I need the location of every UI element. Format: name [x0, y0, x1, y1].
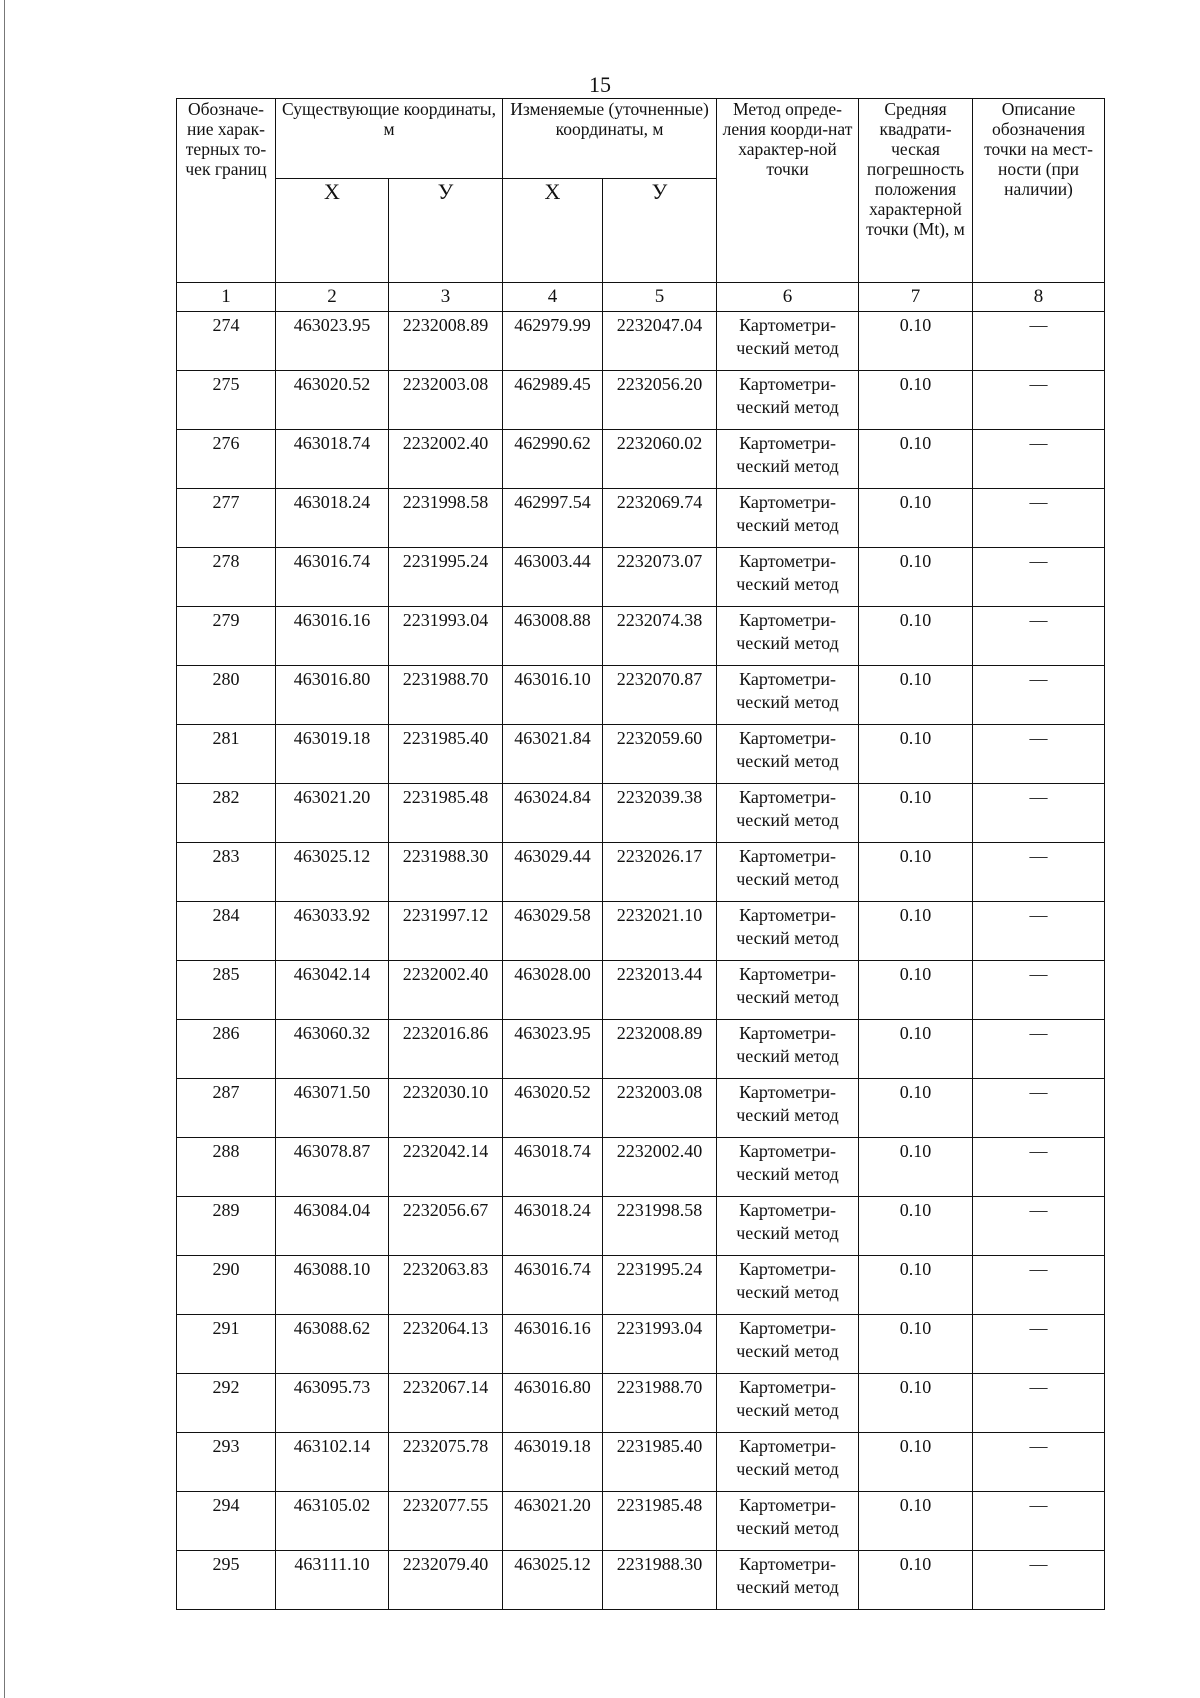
changed-x-cell: 463008.88 [503, 607, 603, 666]
changed-y-cell: 2232039.38 [603, 784, 717, 843]
description-cell: — [973, 1433, 1105, 1492]
method-cell: Картометри-ческий метод [717, 607, 859, 666]
column-number: 8 [973, 283, 1105, 312]
existing-y-cell: 2231997.12 [389, 902, 503, 961]
description-cell: — [973, 1492, 1105, 1551]
point-cell: 295 [177, 1551, 276, 1610]
accuracy-cell: 0.10 [859, 371, 973, 430]
description-cell: — [973, 1374, 1105, 1433]
changed-y-cell: 2231993.04 [603, 1315, 717, 1374]
point-cell: 287 [177, 1079, 276, 1138]
accuracy-cell: 0.10 [859, 843, 973, 902]
header-accuracy: Средняя квадрати-ческая погрешность положения характерной точки (Mt), м [859, 99, 973, 283]
table-row [177, 1492, 1105, 1551]
existing-x-cell: 463033.92 [276, 902, 389, 961]
point-cell: 293 [177, 1433, 276, 1492]
existing-x-cell: 463021.20 [276, 784, 389, 843]
header-existing-y: У [389, 179, 503, 283]
existing-x-cell: 463078.87 [276, 1138, 389, 1197]
existing-y-cell: 2231995.24 [389, 548, 503, 607]
changed-x-cell: 463029.58 [503, 902, 603, 961]
accuracy-cell: 0.10 [859, 1020, 973, 1079]
coordinates-table [176, 98, 1105, 1610]
accuracy-cell: 0.10 [859, 1138, 973, 1197]
column-number: 7 [859, 283, 973, 312]
point-cell: 290 [177, 1256, 276, 1315]
point-cell: 292 [177, 1374, 276, 1433]
existing-x-cell: 463088.10 [276, 1256, 389, 1315]
description-cell: — [973, 1020, 1105, 1079]
method-cell: Картометри-ческий метод [717, 843, 859, 902]
existing-y-cell: 2232075.78 [389, 1433, 503, 1492]
description-cell: — [973, 1551, 1105, 1610]
changed-y-cell: 2232026.17 [603, 843, 717, 902]
header-changed-coords: Изменяемые (уточненные) координаты, м [503, 99, 717, 179]
method-cell: Картометри-ческий метод [717, 1492, 859, 1551]
method-cell: Картометри-ческий метод [717, 489, 859, 548]
changed-x-cell: 463016.74 [503, 1256, 603, 1315]
table-row [177, 666, 1105, 725]
changed-y-cell: 2231988.70 [603, 1374, 717, 1433]
table-row [177, 725, 1105, 784]
point-cell: 275 [177, 371, 276, 430]
header-description: Описание обозначения точки на мест-ности (при наличии) [973, 99, 1105, 283]
accuracy-cell: 0.10 [859, 1197, 973, 1256]
changed-x-cell: 463023.95 [503, 1020, 603, 1079]
existing-x-cell: 463023.95 [276, 312, 389, 371]
existing-y-cell: 2232002.40 [389, 430, 503, 489]
existing-y-cell: 2232042.14 [389, 1138, 503, 1197]
changed-x-cell: 462979.99 [503, 312, 603, 371]
table-row [177, 312, 1105, 371]
existing-x-cell: 463016.74 [276, 548, 389, 607]
point-cell: 283 [177, 843, 276, 902]
accuracy-cell: 0.10 [859, 784, 973, 843]
point-cell: 284 [177, 902, 276, 961]
point-cell: 280 [177, 666, 276, 725]
changed-y-cell: 2232074.38 [603, 607, 717, 666]
method-cell: Картометри-ческий метод [717, 548, 859, 607]
table-row [177, 961, 1105, 1020]
existing-x-cell: 463018.24 [276, 489, 389, 548]
method-cell: Картометри-ческий метод [717, 430, 859, 489]
changed-x-cell: 463021.84 [503, 725, 603, 784]
point-cell: 278 [177, 548, 276, 607]
changed-x-cell: 463016.80 [503, 1374, 603, 1433]
table-row [177, 1079, 1105, 1138]
table-row [177, 1315, 1105, 1374]
method-cell: Картометри-ческий метод [717, 1433, 859, 1492]
changed-x-cell: 462989.45 [503, 371, 603, 430]
changed-x-cell: 462990.62 [503, 430, 603, 489]
description-cell: — [973, 666, 1105, 725]
changed-x-cell: 463024.84 [503, 784, 603, 843]
accuracy-cell: 0.10 [859, 725, 973, 784]
point-cell: 289 [177, 1197, 276, 1256]
description-cell: — [973, 489, 1105, 548]
description-cell: — [973, 843, 1105, 902]
existing-x-cell: 463018.74 [276, 430, 389, 489]
header-changed-x: X [503, 179, 603, 283]
method-cell: Картометри-ческий метод [717, 1256, 859, 1315]
description-cell: — [973, 371, 1105, 430]
table-row [177, 371, 1105, 430]
table-row [177, 1433, 1105, 1492]
page-edge-line [4, 0, 5, 1698]
method-cell: Картометри-ческий метод [717, 902, 859, 961]
page-number: 15 [589, 72, 611, 97]
accuracy-cell: 0.10 [859, 1433, 973, 1492]
changed-y-cell: 2232047.04 [603, 312, 717, 371]
existing-y-cell: 2231988.30 [389, 843, 503, 902]
accuracy-cell: 0.10 [859, 961, 973, 1020]
changed-y-cell: 2232008.89 [603, 1020, 717, 1079]
changed-x-cell: 463003.44 [503, 548, 603, 607]
method-cell: Картометри-ческий метод [717, 666, 859, 725]
table-row [177, 607, 1105, 666]
changed-y-cell: 2232056.20 [603, 371, 717, 430]
table-row [177, 902, 1105, 961]
existing-y-cell: 2232063.83 [389, 1256, 503, 1315]
table-row [177, 1020, 1105, 1079]
table-body [177, 312, 1105, 1610]
changed-y-cell: 2231998.58 [603, 1197, 717, 1256]
changed-y-cell: 2232013.44 [603, 961, 717, 1020]
existing-x-cell: 463016.80 [276, 666, 389, 725]
changed-y-cell: 2231995.24 [603, 1256, 717, 1315]
description-cell: — [973, 548, 1105, 607]
accuracy-cell: 0.10 [859, 666, 973, 725]
method-cell: Картометри-ческий метод [717, 725, 859, 784]
method-cell: Картометри-ческий метод [717, 1138, 859, 1197]
table-row [177, 430, 1105, 489]
description-cell: — [973, 1079, 1105, 1138]
description-cell: — [973, 961, 1105, 1020]
existing-y-cell: 2232077.55 [389, 1492, 503, 1551]
description-cell: — [973, 312, 1105, 371]
existing-x-cell: 463102.14 [276, 1433, 389, 1492]
table-row [177, 1197, 1105, 1256]
header-existing-x: X [276, 179, 389, 283]
accuracy-cell: 0.10 [859, 430, 973, 489]
existing-x-cell: 463095.73 [276, 1374, 389, 1433]
changed-y-cell: 2232073.07 [603, 548, 717, 607]
accuracy-cell: 0.10 [859, 1374, 973, 1433]
changed-x-cell: 463020.52 [503, 1079, 603, 1138]
point-cell: 281 [177, 725, 276, 784]
existing-x-cell: 463020.52 [276, 371, 389, 430]
point-cell: 276 [177, 430, 276, 489]
table-row [177, 1374, 1105, 1433]
description-cell: — [973, 725, 1105, 784]
point-cell: 286 [177, 1020, 276, 1079]
existing-y-cell: 2232056.67 [389, 1197, 503, 1256]
column-number: 5 [603, 283, 717, 312]
header-method: Метод опреде-ления коорди-нат характер-ной точки [717, 99, 859, 283]
existing-y-cell: 2232016.86 [389, 1020, 503, 1079]
existing-x-cell: 463111.10 [276, 1551, 389, 1610]
changed-x-cell: 463028.00 [503, 961, 603, 1020]
existing-x-cell: 463060.32 [276, 1020, 389, 1079]
method-cell: Картометри-ческий метод [717, 1197, 859, 1256]
changed-y-cell: 2232059.60 [603, 725, 717, 784]
method-cell: Картометри-ческий метод [717, 1079, 859, 1138]
table-row [177, 548, 1105, 607]
accuracy-cell: 0.10 [859, 607, 973, 666]
existing-y-cell: 2232067.14 [389, 1374, 503, 1433]
accuracy-cell: 0.10 [859, 489, 973, 548]
table-row [177, 784, 1105, 843]
existing-y-cell: 2232003.08 [389, 371, 503, 430]
existing-x-cell: 463025.12 [276, 843, 389, 902]
header-existing-coords: Существующие координаты, м [276, 99, 503, 179]
column-number: 6 [717, 283, 859, 312]
accuracy-cell: 0.10 [859, 902, 973, 961]
table-row [177, 489, 1105, 548]
changed-y-cell: 2232070.87 [603, 666, 717, 725]
table-row [177, 1138, 1105, 1197]
existing-y-cell: 2232030.10 [389, 1079, 503, 1138]
changed-y-cell: 2231985.48 [603, 1492, 717, 1551]
description-cell: — [973, 1197, 1105, 1256]
existing-y-cell: 2231985.48 [389, 784, 503, 843]
changed-y-cell: 2231988.30 [603, 1551, 717, 1610]
description-cell: — [973, 430, 1105, 489]
existing-y-cell: 2232002.40 [389, 961, 503, 1020]
table-row [177, 1551, 1105, 1610]
column-number: 2 [276, 283, 389, 312]
point-cell: 285 [177, 961, 276, 1020]
existing-x-cell: 463105.02 [276, 1492, 389, 1551]
accuracy-cell: 0.10 [859, 548, 973, 607]
point-cell: 291 [177, 1315, 276, 1374]
point-cell: 274 [177, 312, 276, 371]
description-cell: — [973, 1256, 1105, 1315]
existing-x-cell: 463019.18 [276, 725, 389, 784]
table-row [177, 843, 1105, 902]
method-cell: Картометри-ческий метод [717, 1020, 859, 1079]
column-number: 4 [503, 283, 603, 312]
changed-x-cell: 463016.10 [503, 666, 603, 725]
description-cell: — [973, 784, 1105, 843]
existing-y-cell: 2232064.13 [389, 1315, 503, 1374]
method-cell: Картометри-ческий метод [717, 312, 859, 371]
point-cell: 279 [177, 607, 276, 666]
changed-x-cell: 463016.16 [503, 1315, 603, 1374]
changed-x-cell: 463025.12 [503, 1551, 603, 1610]
existing-x-cell: 463084.04 [276, 1197, 389, 1256]
changed-x-cell: 463018.74 [503, 1138, 603, 1197]
existing-y-cell: 2232008.89 [389, 312, 503, 371]
existing-x-cell: 463042.14 [276, 961, 389, 1020]
changed-y-cell: 2232060.02 [603, 430, 717, 489]
changed-y-cell: 2232003.08 [603, 1079, 717, 1138]
column-numbers-row [177, 283, 1105, 312]
existing-x-cell: 463088.62 [276, 1315, 389, 1374]
header-changed-y: У [603, 179, 717, 283]
point-cell: 288 [177, 1138, 276, 1197]
existing-y-cell: 2231993.04 [389, 607, 503, 666]
changed-x-cell: 463029.44 [503, 843, 603, 902]
column-number: 3 [389, 283, 503, 312]
changed-y-cell: 2231985.40 [603, 1433, 717, 1492]
changed-x-cell: 463019.18 [503, 1433, 603, 1492]
changed-y-cell: 2232021.10 [603, 902, 717, 961]
method-cell: Картометри-ческий метод [717, 961, 859, 1020]
method-cell: Картометри-ческий метод [717, 1315, 859, 1374]
existing-y-cell: 2231998.58 [389, 489, 503, 548]
point-cell: 277 [177, 489, 276, 548]
accuracy-cell: 0.10 [859, 1315, 973, 1374]
changed-x-cell: 463021.20 [503, 1492, 603, 1551]
existing-y-cell: 2231988.70 [389, 666, 503, 725]
method-cell: Картометри-ческий метод [717, 371, 859, 430]
accuracy-cell: 0.10 [859, 1492, 973, 1551]
point-cell: 282 [177, 784, 276, 843]
method-cell: Картометри-ческий метод [717, 1551, 859, 1610]
existing-y-cell: 2231985.40 [389, 725, 503, 784]
description-cell: — [973, 607, 1105, 666]
changed-y-cell: 2232002.40 [603, 1138, 717, 1197]
accuracy-cell: 0.10 [859, 1079, 973, 1138]
method-cell: Картометри-ческий метод [717, 784, 859, 843]
changed-x-cell: 462997.54 [503, 489, 603, 548]
existing-x-cell: 463071.50 [276, 1079, 389, 1138]
existing-x-cell: 463016.16 [276, 607, 389, 666]
description-cell: — [973, 1315, 1105, 1374]
description-cell: — [973, 1138, 1105, 1197]
changed-y-cell: 2232069.74 [603, 489, 717, 548]
changed-x-cell: 463018.24 [503, 1197, 603, 1256]
accuracy-cell: 0.10 [859, 1551, 973, 1610]
table-row [177, 1256, 1105, 1315]
method-cell: Картометри-ческий метод [717, 1374, 859, 1433]
accuracy-cell: 0.10 [859, 312, 973, 371]
description-cell: — [973, 902, 1105, 961]
accuracy-cell: 0.10 [859, 1256, 973, 1315]
column-number: 1 [177, 283, 276, 312]
point-cell: 294 [177, 1492, 276, 1551]
header-point: Обозначе-ние харак-терных то-чек границ [177, 99, 276, 283]
existing-y-cell: 2232079.40 [389, 1551, 503, 1610]
